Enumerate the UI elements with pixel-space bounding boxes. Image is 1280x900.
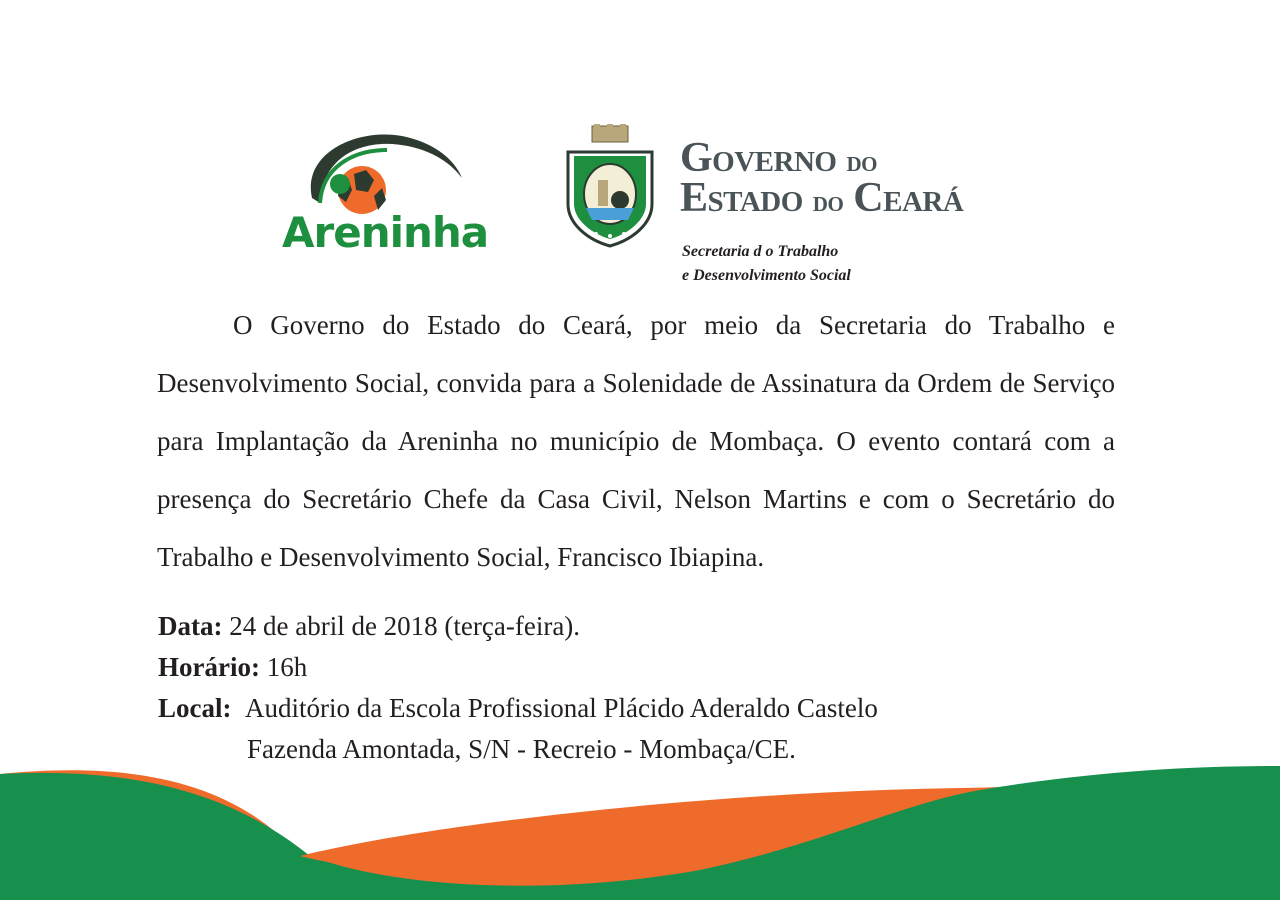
location-line2: Fazenda Amontada, S/N - Recreio - Mombaça/CE. [247, 734, 796, 764]
location-row [158, 688, 878, 729]
governo-title-line2: Estado do Ceará [680, 175, 964, 221]
time-value: 16h [266, 652, 308, 682]
soccer-ball-icon [282, 128, 467, 218]
areninha-logo [282, 128, 489, 258]
footer-waves [0, 760, 1280, 900]
event-details [158, 606, 878, 770]
secretaria-line2: e Desenvolvimento Social [682, 267, 851, 284]
date-row [158, 606, 878, 647]
ceara-crest-icon [562, 124, 658, 248]
invitation-paragraph: O Governo do Estado do Ceará, por meio da Secretaria do Trabalho e Desenvolvimento Social, convida para a Solenidade de Assinatura da Ordem de Serviço para Implantação da Areninha no município de Mombaça. O evento contará com a presença do Secretário Chefe da Casa Civil, Nelson Martins e com o Secretário do Trabalho e Desenvolvimento Social, Francisco Ibiapina. [157, 310, 1115, 572]
date-label: Data: [158, 611, 223, 641]
location-line1: Auditório da Escola Profissional Plácido Aderaldo Castelo [245, 693, 878, 723]
location-label: Local: [158, 693, 232, 723]
time-label: Horário: [158, 652, 260, 682]
date-value: 24 de abril de 2018 (terça-feira). [229, 611, 581, 641]
governo-wordmark [680, 135, 964, 288]
secretaria-line1: Secretaria d o Trabalho [682, 243, 839, 260]
governo-title-line1: Governo do [680, 135, 877, 181]
time-row [158, 647, 878, 688]
areninha-wordmark: Areninha [282, 208, 489, 257]
